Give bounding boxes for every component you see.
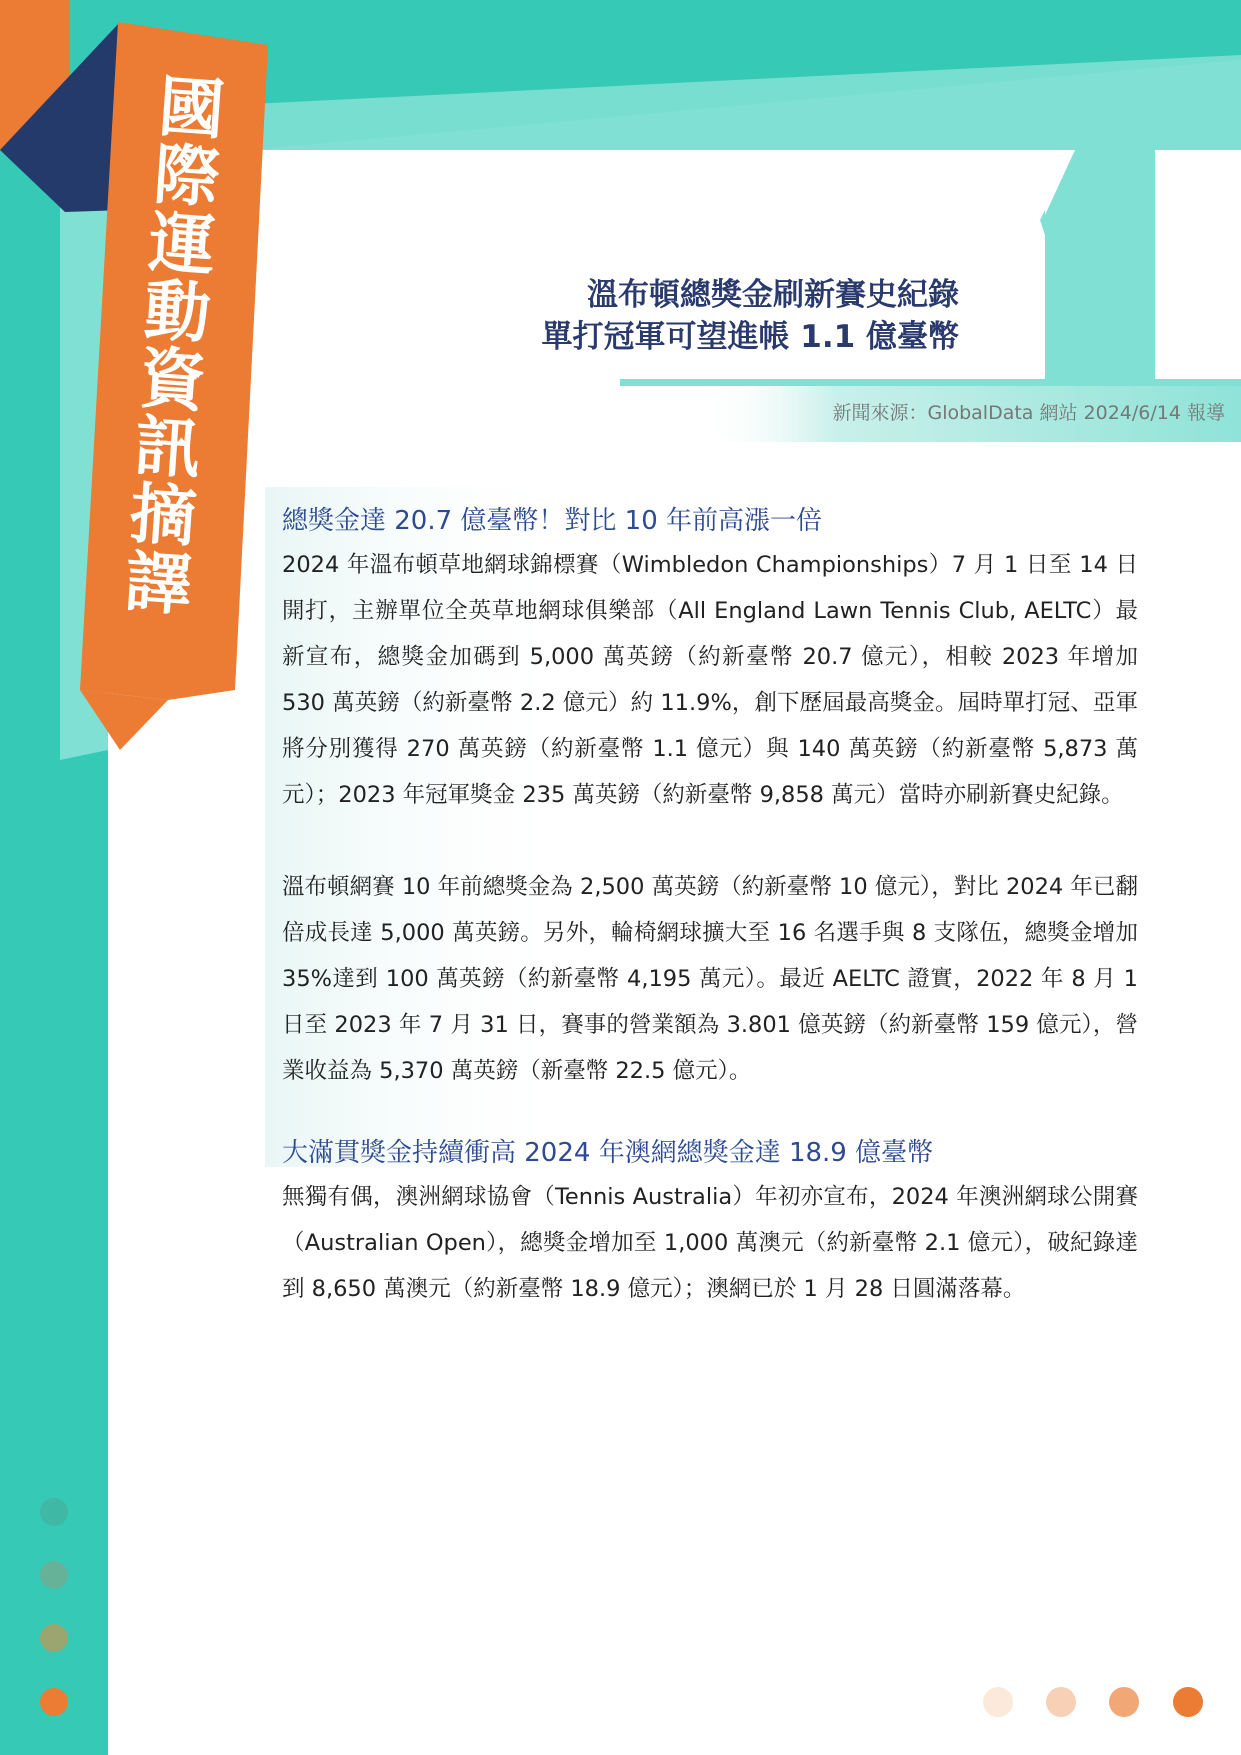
numeral-one-inner — [1155, 150, 1241, 380]
bottom-dot-1 — [983, 1687, 1013, 1717]
bottom-dot-3 — [1109, 1687, 1139, 1717]
header-underline — [620, 379, 1241, 386]
news-source: 新聞來源：GlobalData 網站 2024/6/14 報導 — [832, 402, 1225, 424]
section-label: 國際運動資訊摘譯 — [111, 70, 227, 619]
bottom-dot-4 — [1173, 1687, 1203, 1717]
left-dot-2 — [40, 1561, 68, 1589]
left-dot-3 — [40, 1624, 68, 1652]
section-1-title: 總獎金達 20.7 億臺幣！對比 10 年前高漲一倍 — [282, 506, 823, 536]
section-2-title: 大滿貫獎金持續衝高 2024 年澳網總獎金達 18.9 億臺幣 — [282, 1138, 934, 1168]
left-dot-4 — [40, 1688, 68, 1716]
article-body — [282, 500, 1138, 1312]
headline — [542, 274, 960, 358]
section-2-paragraph-1: 無獨有偶，澳洲網球協會（Tennis Australia）年初亦宣布，2024 年澳洲網球公開賽（Australian Open），總獎金增加至 1,000 萬澳元（約新臺幣 2.1 億元），破紀錄達到 8,650 萬澳元（約新臺幣 18.9 億元）；澳網已於 1 月 28 日圓滿落幕。 — [282, 1184, 1138, 1302]
bottom-dot-2 — [1046, 1687, 1076, 1717]
headline-line-2: 單打冠軍可望進帳 1.1 億臺幣 — [541, 319, 959, 355]
headline-line-1: 溫布頓總獎金刷新賽史紀錄 — [587, 277, 959, 313]
section-1-paragraph-2: 溫布頓網賽 10 年前總獎金為 2,500 萬英鎊（約新臺幣 10 億元），對比 2024 年已翻倍成長達 5,000 萬英鎊。另外，輪椅網球擴大至 16 名選手與 8 支隊伍，總獎金增加 35%達到 100 萬英鎊（約新臺幣 4,195 萬元）。最近 AELTC 證實，2022 年 8 月 1 日至 2023 年 7 月 31 日，賽事的營業額為 3.801 億英鎊（約新臺幣 159 億元），營業收益為 5,370 萬英鎊（新臺幣 22.5 億元）。 — [282, 874, 1138, 1084]
left-dot-1 — [40, 1498, 68, 1526]
section-1-paragraph-1: 2024 年溫布頓草地網球錦標賽（Wimbledon Championships）7 月 1 日至 14 日開打，主辦單位全英草地網球俱樂部（All England Lawn Tennis Club, AELTC）最新宣布，總獎金加碼到 5,000 萬英鎊（約新臺幣 20.7 億元），相較 2023 年增加 530 萬英鎊（約新臺幣 2.2 億元）約 11.9%，創下歷屆最高獎金。屆時單打冠、亞軍將分別獲得 270 萬英鎊（約新臺幣 1.1 億元）與 140 萬英鎊（約新臺幣 5,873 萬元）；2023 年冠軍獎金 235 萬英鎊（約新臺幣 9,858 萬元）當時亦刷新賽史紀錄。 — [282, 552, 1138, 808]
